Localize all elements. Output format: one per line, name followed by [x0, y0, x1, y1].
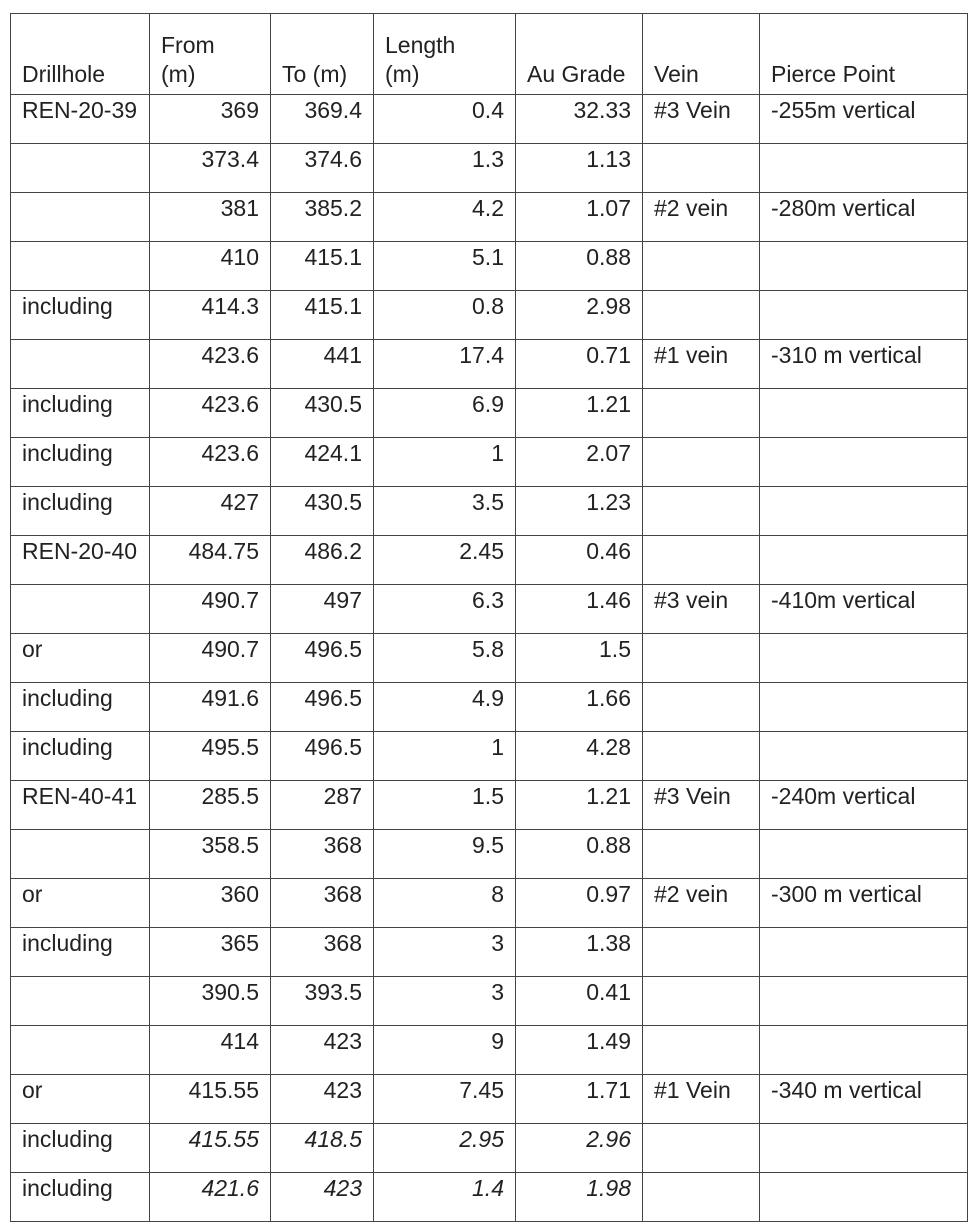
drill-results-table [10, 13, 968, 1222]
cell-vein [643, 536, 760, 585]
cell-length: 1 [374, 732, 516, 781]
cell-vein: #3 vein [643, 585, 760, 634]
cell-drillhole: or [11, 879, 150, 928]
cell-length: 1.4 [374, 1173, 516, 1222]
cell-drillhole [11, 1026, 150, 1075]
cell-vein [643, 1026, 760, 1075]
cell-pierce-point: -300 m vertical [760, 879, 968, 928]
cell-au-grade: 1.07 [516, 193, 643, 242]
cell-pierce-point: -340 m vertical [760, 1075, 968, 1124]
cell-vein [643, 487, 760, 536]
table-row [11, 389, 968, 438]
table-row [11, 634, 968, 683]
cell-vein [643, 144, 760, 193]
cell-pierce-point [760, 977, 968, 1026]
header-drillhole [11, 14, 150, 95]
cell-vein [643, 291, 760, 340]
cell-to: 423 [271, 1075, 374, 1124]
cell-from: 491.6 [150, 683, 271, 732]
header-length-line: (m) [385, 61, 420, 87]
cell-drillhole [11, 242, 150, 291]
cell-length: 7.45 [374, 1075, 516, 1124]
cell-drillhole: or [11, 1075, 150, 1124]
cell-pierce-point [760, 536, 968, 585]
cell-au-grade: 1.21 [516, 781, 643, 830]
cell-length: 2.95 [374, 1124, 516, 1173]
cell-length: 0.4 [374, 95, 516, 144]
cell-to: 369.4 [271, 95, 374, 144]
cell-pierce-point [760, 144, 968, 193]
header-length [374, 14, 516, 95]
cell-from: 390.5 [150, 977, 271, 1026]
cell-drillhole [11, 977, 150, 1026]
cell-drillhole [11, 144, 150, 193]
cell-to: 368 [271, 830, 374, 879]
cell-drillhole: REN-20-39 [11, 95, 150, 144]
cell-to: 418.5 [271, 1124, 374, 1173]
header-from [150, 14, 271, 95]
cell-drillhole: or [11, 634, 150, 683]
cell-au-grade: 0.71 [516, 340, 643, 389]
cell-from: 369 [150, 95, 271, 144]
cell-pierce-point [760, 389, 968, 438]
header-au-grade-line: Au Grade [527, 61, 626, 87]
cell-from: 373.4 [150, 144, 271, 193]
cell-drillhole: including [11, 389, 150, 438]
cell-to: 385.2 [271, 193, 374, 242]
header-from-line: (m) [161, 61, 196, 87]
cell-vein: #2 vein [643, 193, 760, 242]
cell-from: 427 [150, 487, 271, 536]
cell-to: 374.6 [271, 144, 374, 193]
table-row [11, 487, 968, 536]
cell-au-grade: 0.88 [516, 830, 643, 879]
cell-length: 1.5 [374, 781, 516, 830]
header-to [271, 14, 374, 95]
cell-to: 287 [271, 781, 374, 830]
cell-au-grade: 2.96 [516, 1124, 643, 1173]
table-row [11, 95, 968, 144]
cell-length: 9.5 [374, 830, 516, 879]
cell-length: 5.1 [374, 242, 516, 291]
cell-vein [643, 977, 760, 1026]
cell-vein [643, 389, 760, 438]
cell-au-grade: 0.97 [516, 879, 643, 928]
table-body [11, 95, 968, 1222]
cell-vein [643, 1124, 760, 1173]
cell-from: 415.55 [150, 1124, 271, 1173]
cell-length: 3 [374, 928, 516, 977]
table-row [11, 781, 968, 830]
table-row [11, 585, 968, 634]
table-row [11, 732, 968, 781]
header-au-grade [516, 14, 643, 95]
cell-from: 423.6 [150, 340, 271, 389]
cell-length: 4.9 [374, 683, 516, 732]
cell-pierce-point [760, 634, 968, 683]
cell-drillhole: including [11, 291, 150, 340]
cell-vein: #2 vein [643, 879, 760, 928]
cell-au-grade: 1.23 [516, 487, 643, 536]
cell-au-grade: 2.98 [516, 291, 643, 340]
cell-from: 414.3 [150, 291, 271, 340]
cell-from: 358.5 [150, 830, 271, 879]
cell-au-grade: 1.49 [516, 1026, 643, 1075]
cell-pierce-point [760, 928, 968, 977]
cell-drillhole [11, 340, 150, 389]
cell-pierce-point: -410m vertical [760, 585, 968, 634]
table-row [11, 438, 968, 487]
table-header [11, 14, 968, 95]
cell-length: 3 [374, 977, 516, 1026]
cell-to: 430.5 [271, 389, 374, 438]
cell-length: 4.2 [374, 193, 516, 242]
table-row [11, 1026, 968, 1075]
header-from-line: From [161, 32, 215, 58]
cell-drillhole: including [11, 732, 150, 781]
cell-vein: #1 vein [643, 340, 760, 389]
cell-to: 496.5 [271, 732, 374, 781]
cell-vein: #3 Vein [643, 95, 760, 144]
cell-length: 1 [374, 438, 516, 487]
table-row [11, 1124, 968, 1173]
cell-length: 2.45 [374, 536, 516, 585]
cell-au-grade: 1.21 [516, 389, 643, 438]
cell-to: 486.2 [271, 536, 374, 585]
cell-drillhole: REN-40-41 [11, 781, 150, 830]
cell-to: 368 [271, 928, 374, 977]
table-row [11, 144, 968, 193]
cell-drillhole [11, 585, 150, 634]
table-row [11, 977, 968, 1026]
cell-pierce-point [760, 242, 968, 291]
cell-from: 495.5 [150, 732, 271, 781]
cell-vein [643, 683, 760, 732]
cell-to: 423 [271, 1173, 374, 1222]
table-row [11, 536, 968, 585]
cell-vein [643, 928, 760, 977]
cell-pierce-point [760, 683, 968, 732]
cell-drillhole: including [11, 1124, 150, 1173]
cell-drillhole: REN-20-40 [11, 536, 150, 585]
cell-au-grade: 1.5 [516, 634, 643, 683]
cell-vein: #3 Vein [643, 781, 760, 830]
header-to-line: To (m) [282, 61, 348, 87]
table-row [11, 830, 968, 879]
cell-au-grade: 0.46 [516, 536, 643, 585]
cell-au-grade: 1.46 [516, 585, 643, 634]
cell-to: 415.1 [271, 291, 374, 340]
cell-length: 6.9 [374, 389, 516, 438]
cell-length: 17.4 [374, 340, 516, 389]
cell-from: 423.6 [150, 438, 271, 487]
cell-drillhole: including [11, 1173, 150, 1222]
cell-pierce-point [760, 1026, 968, 1075]
cell-pierce-point [760, 487, 968, 536]
cell-au-grade: 4.28 [516, 732, 643, 781]
header-length-line: Length [385, 32, 456, 58]
table-row [11, 1173, 968, 1222]
cell-pierce-point [760, 830, 968, 879]
cell-pierce-point [760, 1124, 968, 1173]
cell-vein [643, 634, 760, 683]
cell-pierce-point [760, 1173, 968, 1222]
cell-from: 360 [150, 879, 271, 928]
cell-pierce-point: -240m vertical [760, 781, 968, 830]
cell-drillhole: including [11, 438, 150, 487]
cell-pierce-point [760, 732, 968, 781]
cell-from: 285.5 [150, 781, 271, 830]
cell-au-grade: 1.13 [516, 144, 643, 193]
cell-from: 410 [150, 242, 271, 291]
table-row [11, 683, 968, 732]
cell-pierce-point [760, 438, 968, 487]
cell-to: 497 [271, 585, 374, 634]
cell-pierce-point: -255m vertical [760, 95, 968, 144]
cell-pierce-point: -310 m vertical [760, 340, 968, 389]
cell-au-grade: 1.98 [516, 1173, 643, 1222]
cell-pierce-point [760, 291, 968, 340]
cell-length: 6.3 [374, 585, 516, 634]
cell-from: 490.7 [150, 585, 271, 634]
header-pierce-point [760, 14, 968, 95]
cell-to: 430.5 [271, 487, 374, 536]
header-pierce-point-line: Pierce Point [771, 61, 896, 87]
header-vein-line: Vein [654, 61, 699, 87]
cell-au-grade: 1.71 [516, 1075, 643, 1124]
cell-from: 490.7 [150, 634, 271, 683]
cell-au-grade: 2.07 [516, 438, 643, 487]
cell-to: 424.1 [271, 438, 374, 487]
table-row [11, 340, 968, 389]
cell-drillhole [11, 193, 150, 242]
table-row [11, 242, 968, 291]
cell-au-grade: 1.38 [516, 928, 643, 977]
cell-length: 0.8 [374, 291, 516, 340]
cell-from: 414 [150, 1026, 271, 1075]
cell-vein [643, 732, 760, 781]
cell-to: 393.5 [271, 977, 374, 1026]
cell-from: 381 [150, 193, 271, 242]
cell-to: 415.1 [271, 242, 374, 291]
cell-to: 441 [271, 340, 374, 389]
cell-vein [643, 1173, 760, 1222]
cell-length: 1.3 [374, 144, 516, 193]
table-row [11, 928, 968, 977]
cell-from: 421.6 [150, 1173, 271, 1222]
cell-to: 423 [271, 1026, 374, 1075]
cell-length: 5.8 [374, 634, 516, 683]
header-drillhole-line: Drillhole [22, 61, 106, 87]
cell-drillhole [11, 830, 150, 879]
cell-drillhole: including [11, 928, 150, 977]
header-vein [643, 14, 760, 95]
cell-vein [643, 242, 760, 291]
table-row [11, 193, 968, 242]
cell-au-grade: 32.33 [516, 95, 643, 144]
cell-length: 9 [374, 1026, 516, 1075]
cell-vein: #1 Vein [643, 1075, 760, 1124]
cell-drillhole: including [11, 683, 150, 732]
table-row [11, 1075, 968, 1124]
table-row [11, 291, 968, 340]
cell-from: 415.55 [150, 1075, 271, 1124]
cell-to: 496.5 [271, 683, 374, 732]
cell-length: 8 [374, 879, 516, 928]
cell-from: 423.6 [150, 389, 271, 438]
cell-pierce-point: -280m vertical [760, 193, 968, 242]
cell-drillhole: including [11, 487, 150, 536]
header-row [11, 14, 968, 95]
cell-from: 365 [150, 928, 271, 977]
cell-au-grade: 0.41 [516, 977, 643, 1026]
drill-results-table-container [10, 13, 968, 1222]
cell-to: 496.5 [271, 634, 374, 683]
cell-vein [643, 438, 760, 487]
cell-au-grade: 1.66 [516, 683, 643, 732]
cell-to: 368 [271, 879, 374, 928]
cell-from: 484.75 [150, 536, 271, 585]
table-row [11, 879, 968, 928]
cell-au-grade: 0.88 [516, 242, 643, 291]
cell-length: 3.5 [374, 487, 516, 536]
cell-vein [643, 830, 760, 879]
